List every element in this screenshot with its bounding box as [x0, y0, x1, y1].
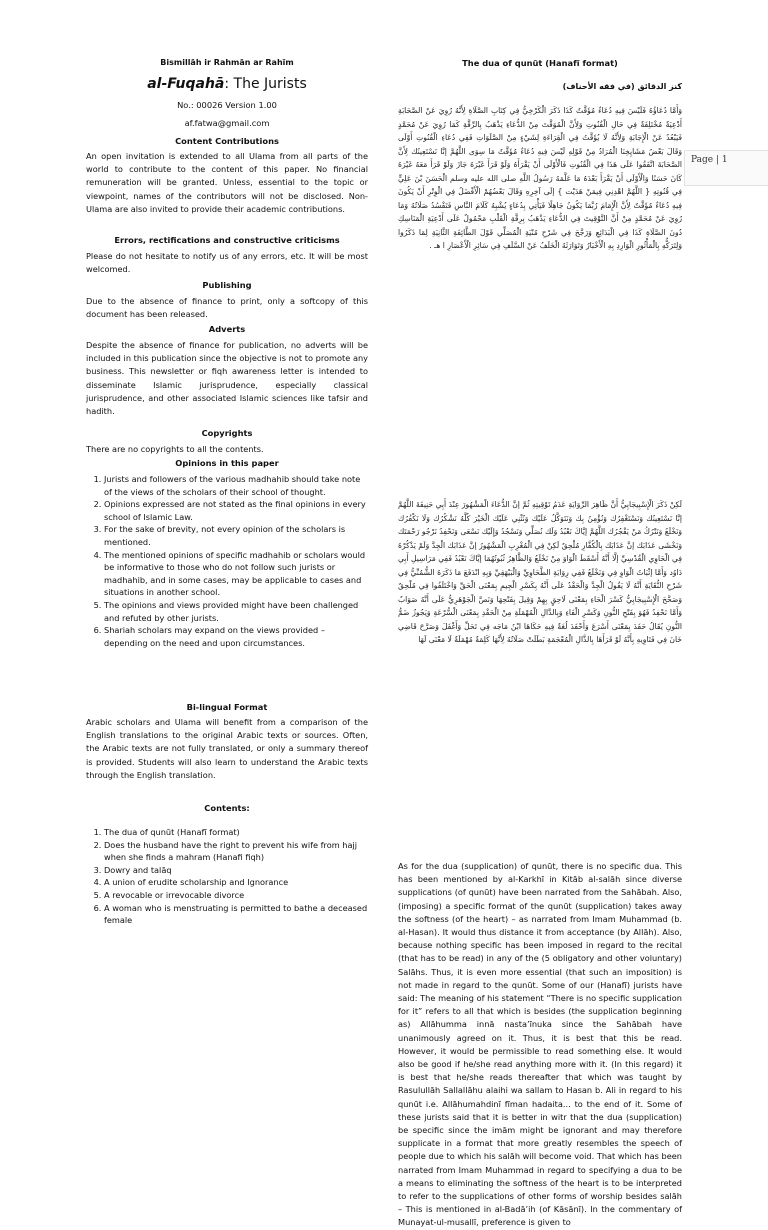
list-item[interactable]: 4. A union of erudite scholarship and Ignorance — [104, 876, 368, 889]
arabic-paragraph-2: لَكِنْ ذَكَرَ الْإِسْبِيجَابِيُّ أَنَّ ظَاهِرَ الرِّوَايَةِ عَدَمُ تَوْقِيتِهِ ثُمَّ إنَّ الدُّعَاءَ الْمَشْهُورَ عِنْدَ أَبِي حَنِيفَةَ اللَّهُمَّ إنَّا نَسْتَعِينُك وَنَسْتَغْفِرُك وَنُؤْمِنُ بِك وَنَتَوَكَّلُ عَلَيْك وَنُثْنِي عَلَيْك الْخَيْرَ كُلَّهُ نَشْكُرُك وَلَا نَكْفُرُك وَنَخْلَعُ وَنَتْرُكُ مَنْ يَفْجُرُك اللَّهُمَّ إيَّاكَ نَعْبُدُ وَلَك نُصَلِّي وَنَسْجُدُ وَإِلَيْك نَسْعَى وَنَحْفِدُ نَرْجُو رَحْمَتَك وَنَخْشَى عَذَابَك إنَّ عَذَابَك بِالْكُفَّارِ مُلْحِقٌ لَكِنْ فِي الْمُغْرِبِ الْمَشْهُورُ إنَّ عَذَابَك الْجِدَّ وَلَمْ يَذْكُرْهُ فِي الْحَاوِي الْقُدْسِيِّ إلَّا أَنَّهُ أَسْقَطَ الْوَاوَ مِنْ نَخْلَعُ وَالظَّاهِرُ ثُبُوتُهُمَا إيَّاكَ نَعْبُدُ فَفِي مَرَاسِيلِ أَبِي دَاوُد وَأَمَّا إثْبَاتُ الْوَاوِ فِي وَنَخْلَعُ فَفِي رِوَايَةِ الطَّحَاوِيِّ وَالْبَيْهَقِيِّ وَبِهِ انْدَفَعَ مَا ذَكَرَهُ الشُّمُنِّيُّ فِي شَرْحِ النُّقَايَةِ أَنَّهُ لَا يَقُولُ الْجِدَّ وَالْحَفْدُ عَلَى أَنَّهُ بِكَسْرِ الْجِيمِ بِمَعْنَى الْحَقِّ وَاخْتَلَفُوا فِي مُلْحِقٌ وَصَحَّحَ الْإِسْبِيجَابِيُّ كَسْرَ الْحَاءِ بِمَعْنَى لَاحِقٍ بِهِمْ وَقِيلَ بِفَتْحِهَا وَنَصَّ الْجَوْهَرِيُّ عَلَى أَنَّهُ صَوَابٌ وَأَمَّا نَحْفِدُ فَهُوَ بِفَتْحِ النُّونِ وَكَسْرِ الْفَاءِ وَبِالدَّالِ الْمُهْمَلَةِ مِنْ الْحَفْدِ بِمَعْنَى الْسُّرْعَةِ وَيَجُوزُ ضَمُّ النُّونِ يُقَالُ حَفَدَ بِمَعْنَى أَسْرَعَ وَأَحْفَدَ لُغَةٌ فِيهِ حَكَاهَا ابْنُ مَاجَه فِي تَحَلِّ وَأَغْفَلَ وَصَرَّحَ قَاضِي خَانَ فِي فَتَاوِيهِ بِأَنَّهُ لَوْ قَرَأَهَا بِالذَّالِ الْمُعْجَمَةِ بَطَلَتْ صَلَاتُهُ لِأَنَّهَا كَلِمَةٌ مُهْمَلَةٌ لَا مَعْنَى لَهَا — [398, 500, 682, 644]
content-contributions-heading: Content Contributions — [175, 136, 279, 146]
newsletter-title — [86, 76, 368, 92]
issue-number: No.: 00026 Version 1.00 — [177, 100, 277, 110]
arabic-paragraph-1: وَأَمَّا دُعَاؤُهُ فَلَيْسَ فِيهِ دُعَاءٌ مُؤَقَّتٌ كَذَا ذَكَرَ الْكَرْخِيُّ فِي كِتَابِ الصَّلَاةِ لِأَنَّهُ رُوِيَ عَنْ الصَّحَابَةِ أَدْعِيَةٌ مُخْتَلِفَةٌ فِي حَالِ الْقُنُوتِ وَلِأَنَّ الْمُوَقَّتَ مِنْ الدُّعَاءِ يَذْهَبُ بِالرِّقَّةِ كَمَا رُوِيَ عَنْ مُحَمَّدٍ فَيَبْعُدُ عَنْ الْإِجَابَةِ وَلِأَنَّهُ لَا يُؤَقَّتُ فِي الْقِرَاءَةِ لِشَيْءٍ مِنْ الصَّلَوَاتِ فَفِي دُعَاءِ الْقُنُوتِ أَوْلَى وَقَالَ بَعْضُ مَشَايِخِنَا الْمُرَادُ مِنْ قَوْلِهِ لَيْسَ فِيهِ دُعَاءٌ مُؤَقَّتٌ مَا سِوَى اللَّهُمَّ إنَّا نَسْتَعِينُك لِأَنَّ الصَّحَابَةَ اتَّفَقُوا عَلَى هَذَا فِي الْقُنُوتِ فَالْأَوْلَى أَنْ يَقْرَأَهُ وَلَوْ قَرَأَ غَيْرَهُ جَازَ وَلَوْ قَرَأَ مَعَهُ غَيْرَهُ كَانَ حَسَنًا وَالْأَوْلَى أَنْ يَقْرَأَ بَعْدَهُ مَا عَلَّمَهُ رَسُولُ اللَّهِ صلى الله عليه وسلم الْحَسَنَ بْنَ عَلِيٍّ فِي قُنُوتِهِ { اللَّهُمَّ اهْدِنِي فِيمَنْ هَدَيْت } إلَى آخِرِهِ وَقَالَ بَعْضُهُمْ الْأَفْضَلُ فِي الْوِتْرِ أَنْ يَكُونَ فِيهِ دُعَاءٌ مُؤَقَّتٌ لِأَنَّ الْإِمَامَ رُبَّمَا يَكُونُ جَاهِلًا فَيَأْتِي بِدُعَاءٍ يُشْبِهُ كَلَامَ النَّاسِ فَتَفْسُدُ صَلَاتُهُ وَمَا رُوِيَ عَنْ مُحَمَّدٍ مِنْ أَنَّ التَّوْقِيتَ فِي الدُّعَاءِ يَذْهَبُ بِرِقَّةِ الْقَلْبِ مَحْمُولٌ عَلَى أَدْعِيَةِ الْمَنَاسِكِ دُونَ الصَّلَاةِ كَذَا فِي الْبَدَائِعِ وَرَجَّحَ فِي شَرْحِ مُنْيَةِ الْمُصَلِّي قَوْلَ الطَّائِفَةِ الثَّانِيَةِ لِمَا ذَكَرُوا وَلِتَرَكُّهِ بِالْمَأْثُورِ الْوَارِدِ بِهِ الْأَخْبَارُ وَتَوَارَثَهُ الْخَلَفُ عَنْ السَّلَفِ فِي سَائِرِ الْأَعْصَارِ ا هـ . — [398, 106, 682, 250]
list-item: 4. The mentioned opinions of specific madhahib or scholars would be informative to those who do not follow such jurists or madhahib, and in some cases, may be applicable to cases and situations in another school. — [104, 549, 368, 599]
content-contributions-text: An open invitation is extended to all Ulama from all parts of the world to contribute to the content of this paper. No financial remuneration will be granted. Unless, essential to the topic or viewpoint, names of the contributors will not be disclosed. Non-Ulama are also invited to provide their academic contributions. — [86, 151, 368, 214]
copyrights-heading: Copyrights — [201, 428, 253, 438]
bismillah: Bismillāh ir Rahmān ar Rahīm — [160, 58, 294, 67]
publishing-heading: Publishing — [202, 280, 252, 290]
errors-text: Please do not hesitate to notify us of any errors, etc. It will be most welcomed. — [86, 251, 368, 275]
copyrights-text: There are no copyrights to all the contents. — [86, 444, 264, 454]
list-item[interactable]: 1. The dua of qunūt (Hanafī format) — [104, 826, 368, 839]
list-item[interactable]: 2. Does the husband have the right to prevent his wife from hajj when she finds a mahram (Hanafi fiqh) — [104, 839, 368, 864]
title-italic: al-Fuqahā — [147, 76, 225, 92]
bilingual-heading: Bi-lingual Format — [186, 702, 268, 712]
opinions-heading: Opinions in this paper — [175, 458, 279, 468]
list-item[interactable]: 6. A woman who is menstruating is permitted to bathe a deceased female — [104, 902, 368, 927]
contents-list — [86, 826, 368, 927]
arabic-source-heading: كنز الدقائق (في فقه الأحناف) — [562, 82, 682, 91]
bilingual-text: Arabic scholars and Ulama will benefit from a comparison of the English translations to the original Arabic texts or sources. Often, the Arabic texts are not fully translated, or only a summary thereof is provided. Students will also learn to understand the Arabic texts through the English translation. — [86, 717, 368, 780]
adverts-heading: Adverts — [208, 324, 246, 334]
publishing-text: Due to the absence of finance to print, only a softcopy of this document has been released. — [86, 296, 368, 320]
list-item: 3. For the sake of brevity, not every opinion of the scholars is mentioned. — [104, 523, 368, 548]
contents-heading: Contents: — [204, 803, 250, 813]
email[interactable]: af.fatwa@gmail.com — [184, 118, 270, 128]
page-number-tab: Page | 1 — [684, 150, 768, 186]
list-item: 1. Jurists and followers of the various madhahib should take note of the views of the scholars of their school of thought. — [104, 473, 368, 498]
list-item[interactable]: 5. A revocable or irrevocable divorce — [104, 889, 368, 902]
adverts-text: Despite the absence of finance for publication, no adverts will be included in this publication since the objective is not to promote any business. This newsletter or fiqh awareness letter is intended to disseminate Islamic jurisprudence, especially classical jurisprudence, and other associated Islamic sciences like tafsir and hadith. — [86, 340, 368, 417]
list-item[interactable]: 3. Dowry and talāq — [104, 864, 368, 877]
english-translation: As for the dua (supplication) of qunūt, there is no specific dua. This has been mentioned by al-Karkhī in Kitāb al-salāh since diverse supplications (of qunūt) have been narrated from the Sahābah. Also, (imposing) a specific format of the qunūt (supplication) takes away the softness (of the heart) – as narrated from Imam Muhammad (b. al-Hasan). It would thus distance it from acceptance (by Allāh). Also, because nothing specific has been imposed in regard to the recital (that has to be read) in any of the (5 obligatory and other voluntary) Salāhs. Thus, it is even more essential (that such an imposition) is not made in regard to the qunūt. Some of our (Hanafī) jurists have said: The meaning of his statement “There is no specific supplication for it” refers to all that which is besides (the supplication beginning as) Allāhumma innā nasta’īnuka since the Sahābah have unanimously agreed on it. Thus, it is best that this be read. However, it would be permissible to read something else. It would also be good if he/she read anything more with it. (In this regard) it is best that he/she reads thereafter that which was taught by Rasulullāh Sallallāhu alaihi wa sallam to Hasan b. Ali in regard to his qunūt i.e. Allāhumahdinī fīman hadaita... to the end of it. Some of these jurists said that it is better in witr that the dua (supplication) be specific since the imām might be ignorant and may therefore supplicate in a format that more greatly resembles the speech of people due to which his salāh will become void. That which has been narrated from Imam Muhammad in regard to specifying a dua to be a means to eliminating the softness of the heart is to be interpreted to refer to the supplications of other forms of worship besides salāh – This is mentioned in al-Badā’ih (of Kāsānī). In the commentary of Munayat-ul-musallī, preference is given to — [398, 861, 682, 1228]
list-item: 6. Shariah scholars may expand on the views provided – depending on the need and upon circumstances. — [104, 624, 368, 649]
errors-heading: Errors, rectifications and constructive criticisms — [114, 235, 340, 245]
opinions-list — [86, 473, 368, 649]
list-item: 2. Opinions expressed are not stated as the final opinions in every school of Islamic Law. — [104, 498, 368, 523]
title-rest: : The Jurists — [224, 76, 307, 92]
article-title: The dua of qunūt (Hanafī format) — [462, 58, 618, 68]
list-item: 5. The opinions and views provided might have been challenged and refuted by other jurists. — [104, 599, 368, 624]
